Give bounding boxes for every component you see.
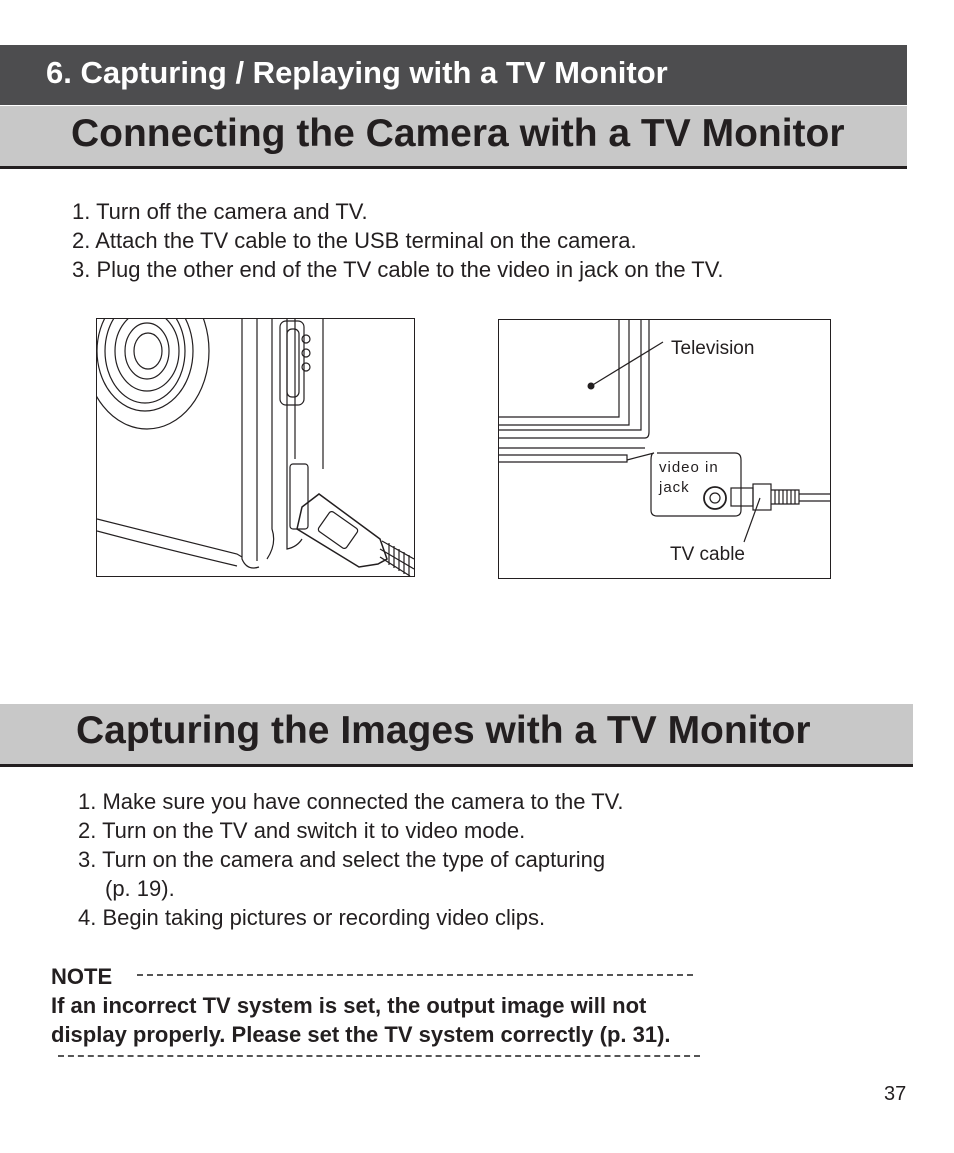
step-item: 1. Turn off the camera and TV. [72,199,368,224]
note-title: NOTE [51,964,113,989]
connecting-steps-list [72,197,723,284]
chapter-title: 6. Capturing / Replaying with a TV Monitor [46,55,668,90]
note-block [51,962,671,1049]
capturing-steps-list [78,787,623,932]
television-label: Television [671,338,755,359]
video-in-jack-label [659,458,719,498]
step-item-continuation: (p. 19). [105,876,175,901]
jack-label-line1: video in [659,459,719,476]
tv-cable-label: TV cable [670,544,745,565]
camera-usb-illustration [96,318,415,577]
step-item: 2. Turn on the TV and switch it to video mode. [78,818,526,843]
section-capturing-header [0,704,913,767]
camera-drawing [97,319,414,576]
step-item: 2. Attach the TV cable to the USB terminal on the camera. [72,228,637,253]
step-item: 3. Plug the other end of the TV cable to the video in jack on the TV. [72,257,724,282]
page-number: 37 [884,1083,907,1105]
note-line: If an incorrect TV system is set, the output image will not [51,993,647,1018]
tv-drawing [499,320,830,578]
section-capturing-title: Capturing the Images with a TV Monitor [76,709,811,752]
step-item: 3. Turn on the camera and select the type of capturing [78,847,606,872]
section-connecting-header [0,106,907,169]
step-item: 4. Begin taking pictures or recording video clips. [78,905,546,930]
chapter-header [0,45,907,105]
note-line: display properly. Please set the TV system correctly (p. 31). [51,1022,671,1047]
jack-label-line2: jack [659,479,690,496]
section-connecting-title: Connecting the Camera with a TV Monitor [71,112,845,155]
note-dashed-divider-bottom [58,1055,700,1057]
step-item: 1. Make sure you have connected the camera to the TV. [78,789,624,814]
tv-connection-illustration [498,319,831,579]
